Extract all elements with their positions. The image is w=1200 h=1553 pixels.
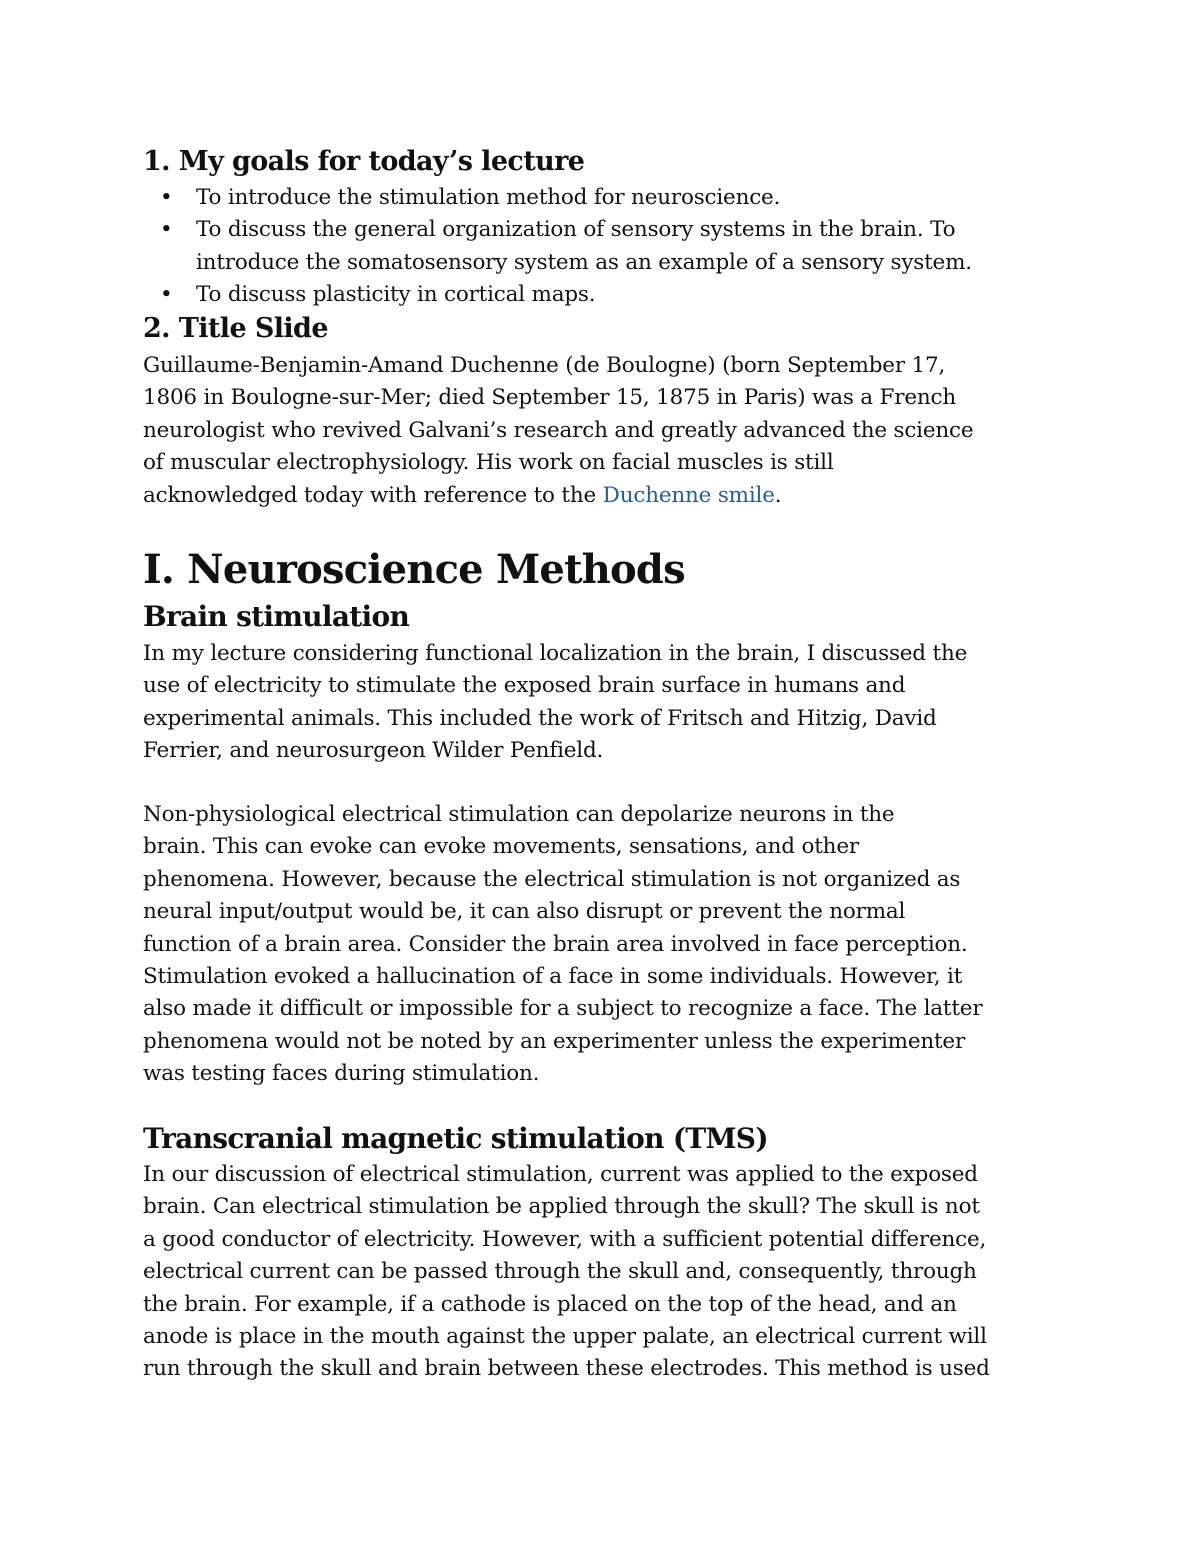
paragraph-line: neurologist who revived Galvani’s research and greatly advanced the science (143, 417, 974, 443)
goal-list-item (143, 279, 972, 311)
paragraph-line: 1806 in Boulogne-sur-Mer; died September 15, 1875 in Paris) was a French (143, 385, 957, 411)
paragraph-line: Ferrier, and neurosurgeon Wilder Penfield. (143, 738, 604, 764)
title-slide-heading: 2. Title Slide (143, 313, 328, 344)
paragraph-line: neural input/output would be, it can also disrupt or prevent the normal (143, 899, 906, 925)
brain-stimulation-paragraph-2 (143, 799, 982, 1091)
paragraph-line: function of a brain area. Consider the brain area involved in face perception. (143, 931, 968, 957)
paragraph-line: also made it difficult or impossible for a subject to recognize a face. The latter (143, 996, 983, 1022)
brain-stimulation-paragraph-1 (143, 638, 967, 768)
paragraph-line: phenomena. However, because the electrical stimulation is not organized as (143, 866, 961, 892)
paragraph-line: To discuss plasticity in cortical maps. (196, 282, 596, 308)
tms-heading: Transcranial magnetic stimulation (TMS) (143, 1122, 768, 1155)
paragraph-line: anode is place in the mouth against the upper palate, an electrical current will (143, 1323, 987, 1349)
paragraph-line: was testing faces during stimulation. (143, 1061, 540, 1087)
brain-stimulation-heading: Brain stimulation (143, 600, 410, 633)
title-slide-paragraph (143, 350, 973, 512)
bullet-icon: • (160, 282, 173, 308)
section-heading: I. Neuroscience Methods (143, 546, 685, 593)
paragraph-line: Guillaume-Benjamin-Amand Duchenne (de Boulogne) (born September 17, (143, 353, 946, 378)
paragraph-line: acknowledged today with reference to the Duchenne smile. (143, 482, 782, 508)
paragraph-line: of muscular electrophysiology. His work on facial muscles is still (143, 450, 834, 476)
paragraph-line: To discuss the general organization of sensory systems in the brain. To (196, 217, 956, 243)
paragraph-line: introduce the somatosensory system as an example of a sensory system. (196, 249, 972, 275)
paragraph-line: phenomena would not be noted by an experimenter unless the experimenter (143, 1028, 966, 1054)
paragraph-line: In our discussion of electrical stimulation, current was applied to the exposed (143, 1162, 978, 1187)
goal-list-item (143, 214, 972, 279)
paragraph-line: Non-physiological electrical stimulation can depolarize neurons in the (143, 802, 895, 827)
paragraph-line: run through the skull and brain between these electrodes. This method is used (143, 1356, 990, 1382)
paragraph-line: brain. This can evoke can evoke movements, sensations, and other (143, 834, 859, 860)
bullet-icon: • (160, 185, 173, 210)
tms-paragraph (143, 1159, 990, 1386)
goals-heading: 1. My goals for today’s lecture (143, 146, 585, 177)
paragraph-line: In my lecture considering functional localization in the brain, I discussed the (143, 641, 968, 666)
bullet-icon: • (160, 217, 173, 243)
paragraph-line: experimental animals. This included the work of Fritsch and Hitzig, David (143, 705, 937, 731)
paragraph-line: To introduce the stimulation method for neuroscience. (196, 185, 781, 210)
goals-list (143, 182, 972, 312)
paragraph-line: electrical current can be passed through the skull and, consequently, through (143, 1259, 977, 1285)
paragraph-line: Stimulation evoked a hallucination of a face in some individuals. However, it (143, 963, 963, 989)
paragraph-line: the brain. For example, if a cathode is placed on the top of the head, and an (143, 1291, 957, 1317)
goal-list-item (143, 182, 972, 214)
duchenne-smile-link[interactable]: Duchenne smile (602, 482, 775, 508)
paragraph-line: brain. Can electrical stimulation be applied through the skull? The skull is not (143, 1194, 980, 1220)
paragraph-line: use of electricity to stimulate the exposed brain surface in humans and (143, 673, 906, 699)
paragraph-line: a good conductor of electricity. However, with a sufficient potential difference, (143, 1226, 987, 1252)
